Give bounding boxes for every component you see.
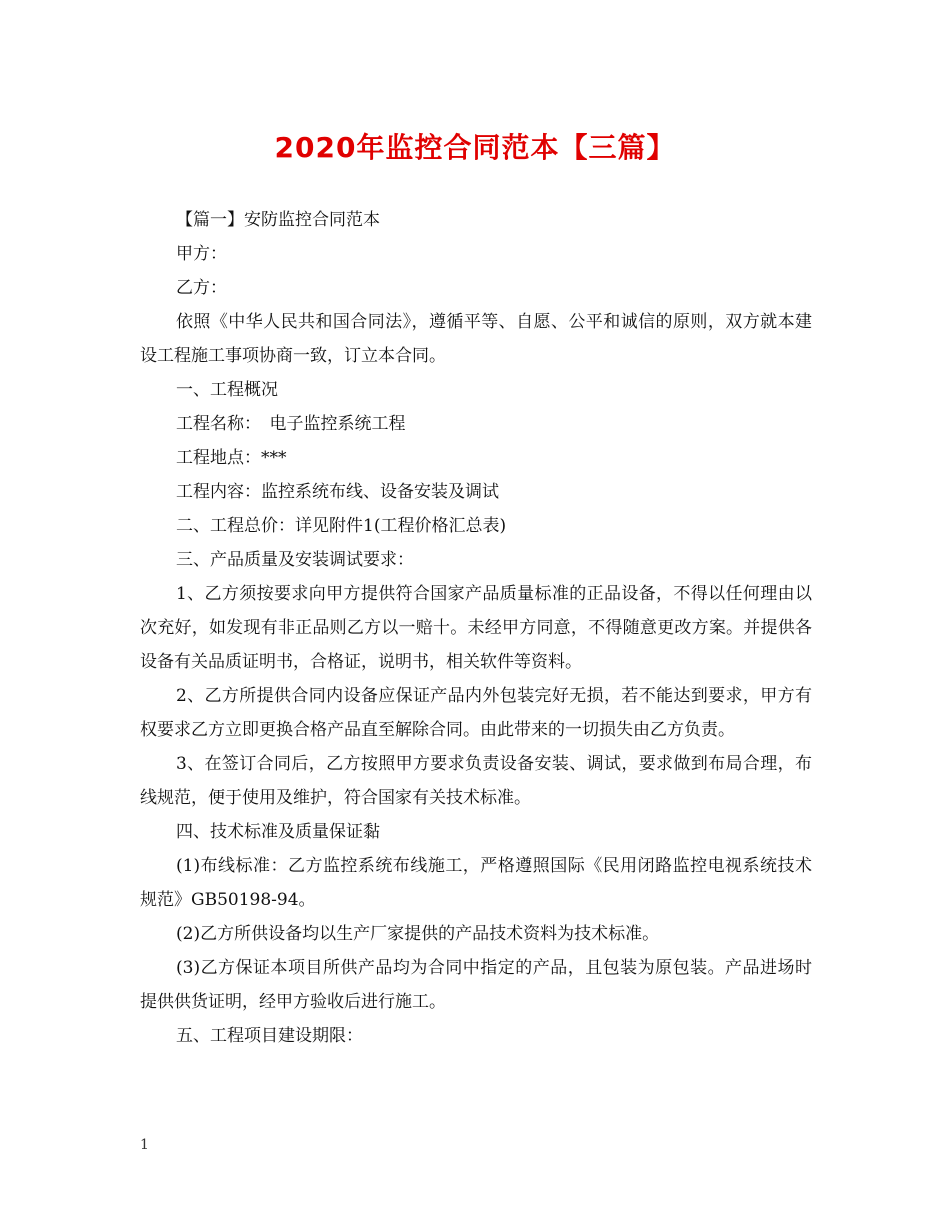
heading-total-price: 二、工程总价：详见附件1(工程价格汇总表): [176, 516, 507, 536]
quality-clause-1: 1、乙方须按要求向甲方提供符合国家产品质量标准的正品设备，不得以任何理由以次充好，如发现有非正品则乙方以一赔十。未经甲方同意，不得随意更改方案。并提供各设备有关品质证明书，合格证，说明书，相关软件等资料。: [140, 584, 812, 672]
project-name-line: 工程名称： 电子监控系统工程: [176, 414, 406, 434]
heading-project-overview: 一、工程概况: [176, 380, 278, 400]
page-number: 1: [140, 1137, 149, 1153]
standard-clause-3: (3)乙方保证本项目所供产品均为合同中指定的产品，且包装为原包装。产品进场时提供供货证明，经甲方验收后进行施工。: [140, 958, 812, 1012]
document-title: 2020年监控合同范本【三篇】: [274, 131, 676, 164]
quality-clause-2: 2、乙方所提供合同内设备应保证产品内外包装完好无损，若不能达到要求，甲方有权要求乙方立即更换合格产品直至解除合同。由此带来的一切损失由乙方负责。: [140, 686, 812, 740]
project-content-line: 工程内容：监控系统布线、设备安装及调试: [176, 482, 499, 502]
intro-paragraph: 依照《中华人民共和国合同法》，遵循平等、自愿、公平和诚信的原则，双方就本建设工程施工事项协商一致，订立本合同。: [140, 312, 812, 366]
quality-clause-3: 3、在签订合同后，乙方按照甲方要求负责设备安装、调试，要求做到布局合理，布线规范，便于使用及维护，符合国家有关技术标准。: [140, 754, 812, 808]
heading-construction-period: 五、工程项目建设期限：: [176, 1026, 363, 1046]
heading-technical-standards: 四、技术标准及质量保证黏: [176, 822, 380, 842]
party-b-line: 乙方：: [176, 278, 227, 298]
standard-clause-2: (2)乙方所供设备均以生产厂家提供的产品技术资料为技术标准。: [176, 924, 660, 944]
standard-clause-1: (1)布线标准：乙方监控系统布线施工，严格遵照国际《民用闭路监控电视系统技术规范》GB50198-94。: [140, 856, 812, 910]
section-heading-part-one: 【篇一】安防监控合同范本: [176, 210, 380, 230]
party-a-line: 甲方：: [176, 244, 227, 264]
heading-quality-requirements: 三、产品质量及安装调试要求：: [176, 550, 414, 570]
document-body: [140, 203, 812, 1053]
project-location-line: 工程地点：***: [176, 448, 287, 468]
